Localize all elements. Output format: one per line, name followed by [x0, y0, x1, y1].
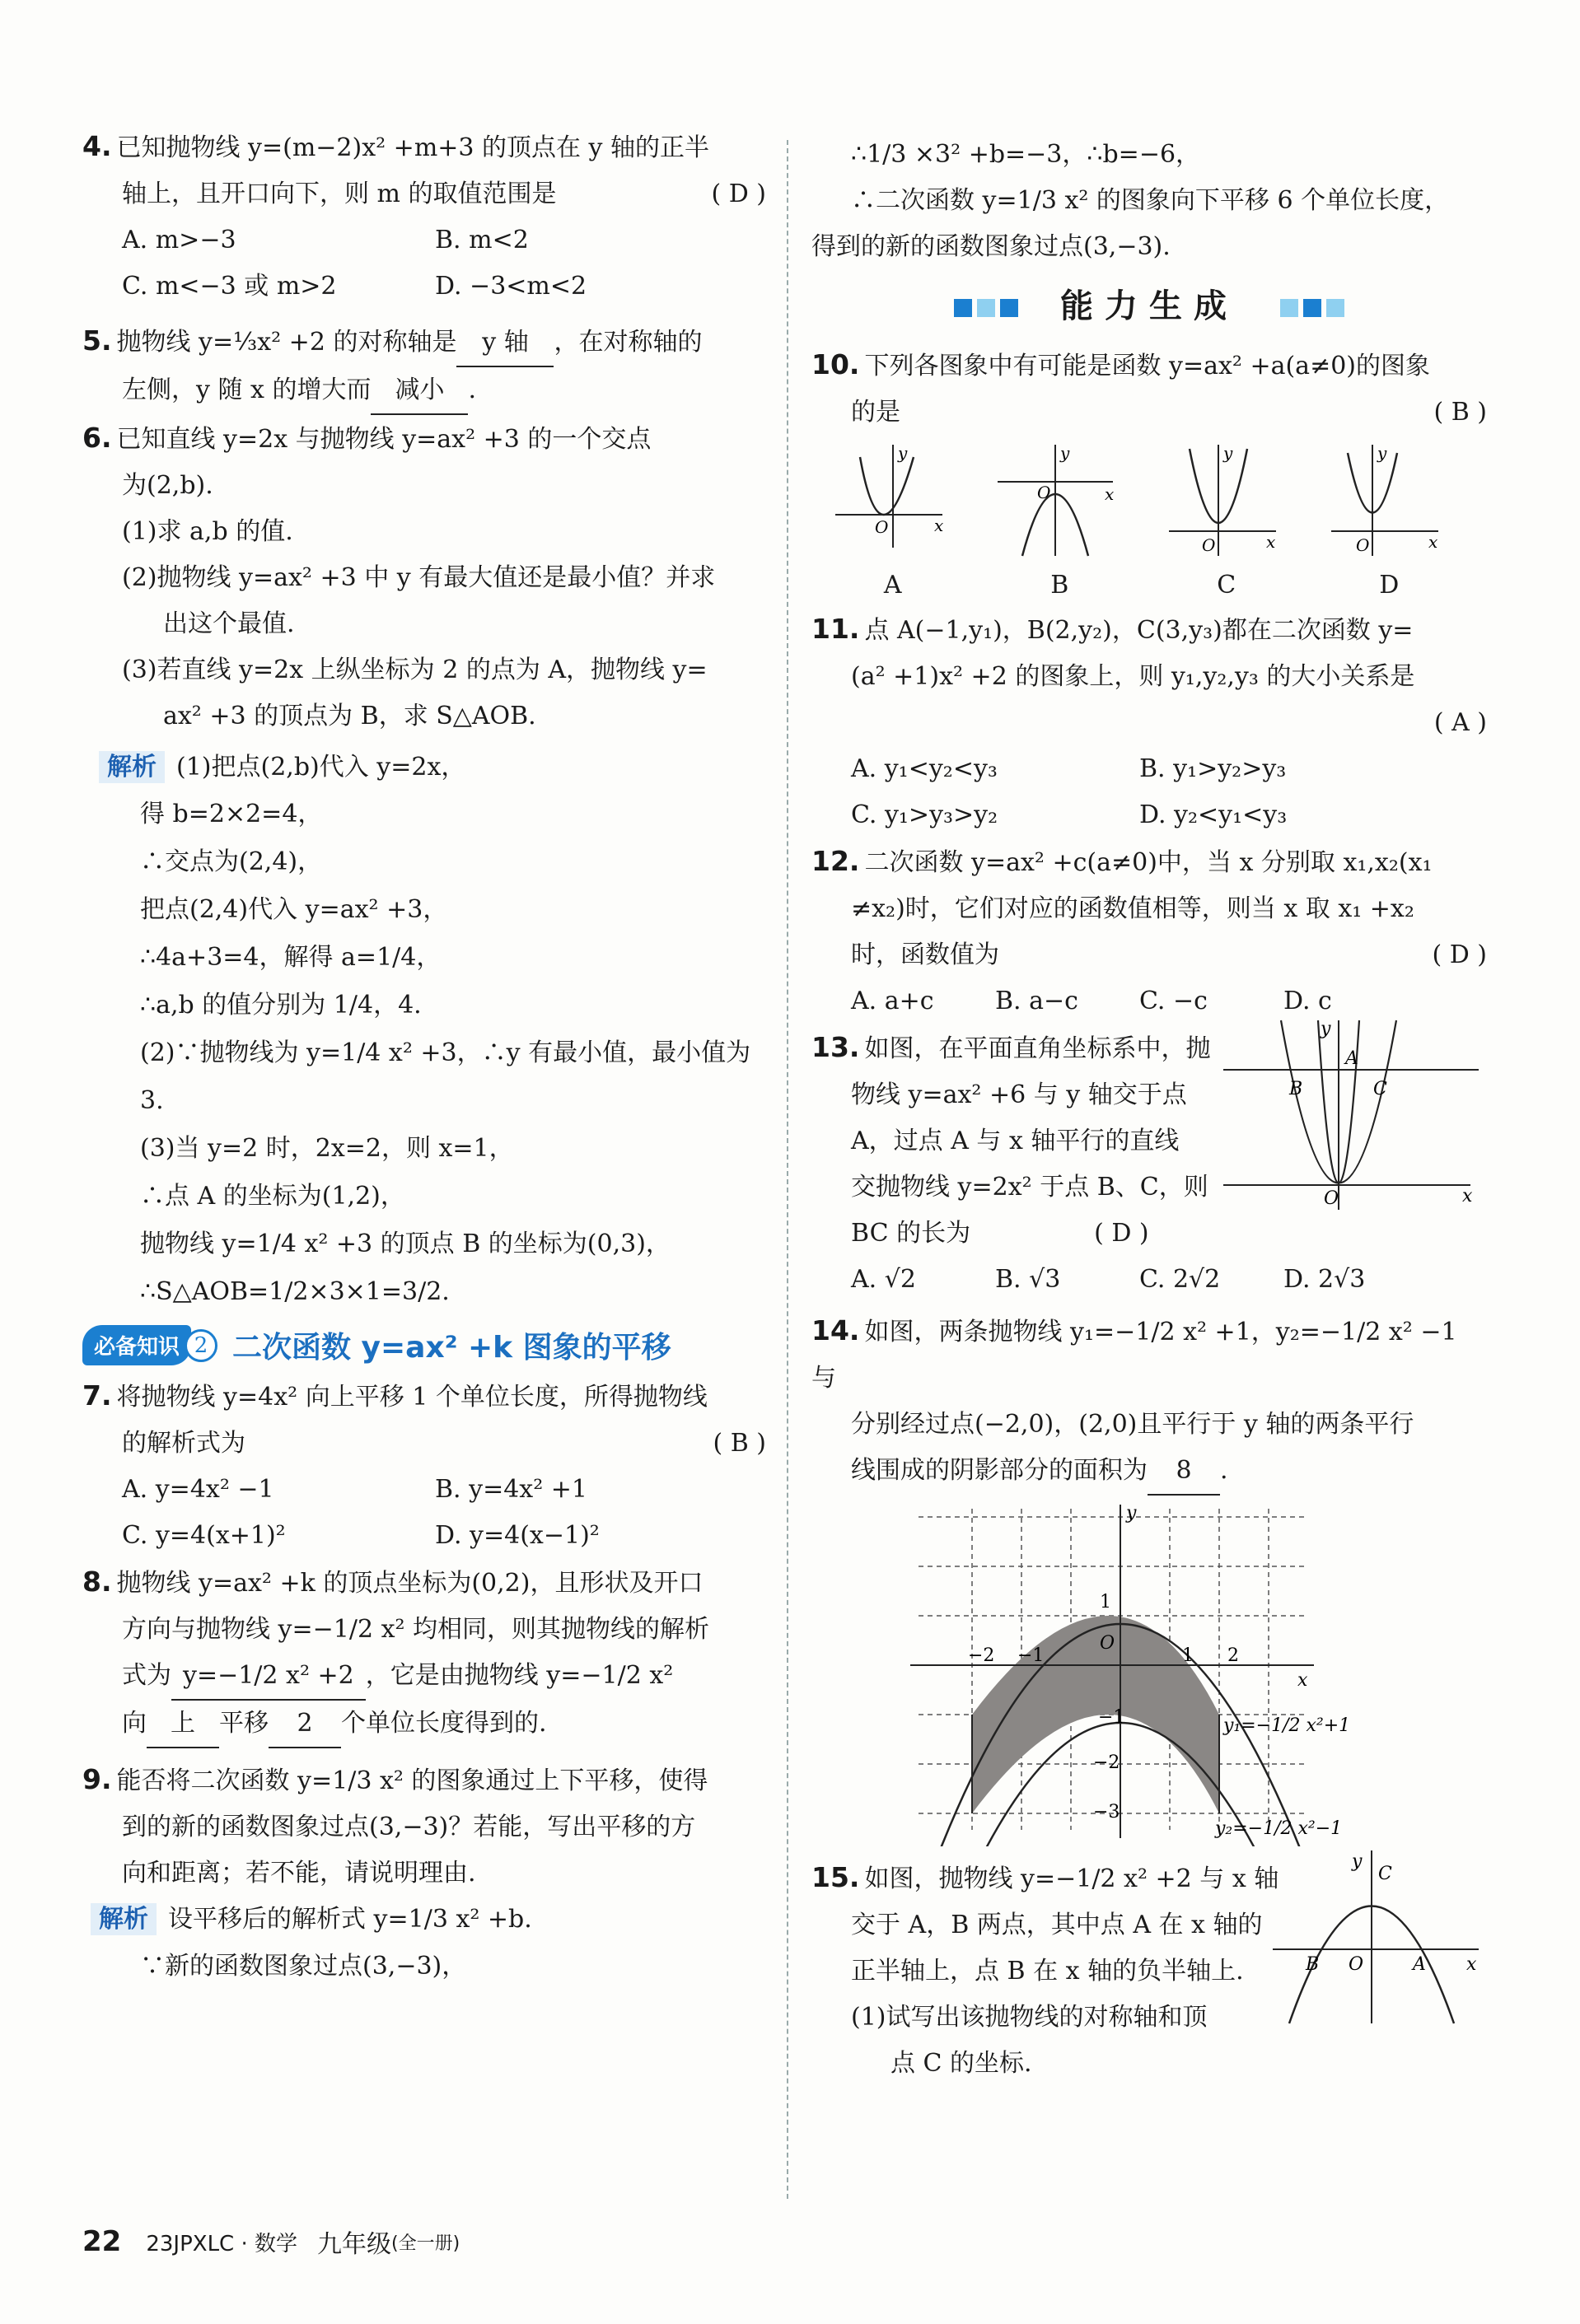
grade-label: 九年级 [317, 2230, 392, 2259]
svg-text:x: x [1428, 532, 1438, 552]
deco-square [1303, 299, 1321, 317]
graph-d: y x O D [1331, 441, 1447, 600]
section-title: 能力生成 [1060, 287, 1238, 325]
option-b: B. m<2 [435, 226, 529, 254]
svg-text:O: O [1356, 535, 1370, 555]
svg-text:x: x [1297, 1670, 1308, 1691]
answer: ( D ) [1432, 940, 1487, 969]
solution-label: 解析 [99, 751, 165, 783]
svg-text:1: 1 [1100, 1592, 1111, 1612]
volume-label: (全一册) [391, 2233, 460, 2254]
svg-text:y: y [1126, 1503, 1137, 1524]
graph-d-svg [1331, 441, 1447, 564]
answer: ( B ) [713, 1429, 766, 1458]
svg-text:C: C [1373, 1079, 1387, 1099]
question-4: 4. 已知抛物线 y=(m−2)x² +m+3 的顶点在 y 轴的正半 轴上，且开口向下，则 m 的取值范围是 ( D ) A. m>−3 B. m<2 C. m<−3 或 m>2 D. −3<m<2 [82, 124, 766, 310]
column-divider [787, 140, 788, 2199]
svg-text:x: x [1105, 484, 1115, 504]
solution-9: 解析 设平移后的解析式 y=1/3 x² +b. ∵新的函数图象过点(3,−3)， [82, 1897, 766, 1990]
svg-text:y: y [1060, 443, 1070, 463]
svg-text:A: A [1413, 1954, 1426, 1975]
svg-text:y: y [1352, 1851, 1363, 1872]
question-7: 7. 将抛物线 y=4x² 向上平移 1 个单位长度，所得抛物线 的解析式为 ( B ) A. y=4x² −1 B. y=4x² +1 C. y=4(x+1)² D. y=4(x−1)² [82, 1373, 766, 1559]
option-b: B. y₁>y₂>y₃ [1139, 754, 1287, 783]
solution-6: 解析 (1)把点(2,b)代入 y=2x， 得 b=2×2=4， ∴交点为(2,4)， 把点(2,4)代入 y=ax² +3， ∴4a+3=4，解得 a=1/4， ∴a,b 的值分别为 1/4，4. (2)∵抛物线为 y=1/4 x² +3，∴y 有最小值，最小值为 3. (3)当 y=2 时，2x=2，则 x=1， ∴点 A 的坐标为(1,2)， 抛物线 y=1/4 x² +3 的顶点 B 的坐标为(0,3)， ∴S△AOB=1/2×3×1=3/2. [82, 744, 766, 1316]
svg-text:B: B [1306, 1954, 1320, 1975]
svg-text:−1: −1 [1098, 1707, 1125, 1728]
answer: ( B ) [1433, 398, 1487, 427]
question-6: 6. 已知直线 y=2x 与抛物线 y=ax² +3 的一个交点 为(2,b). (1)求 a,b 的值. (2)抛物线 y=ax² +3 中 y 有最大值还是最小值？并求 出这个最值. (3)若直线 y=2x 上纵坐标为 2 的点为 A，抛物线 y= ax² +3 的顶点为 B，求 S△AOB. [82, 422, 716, 730]
badge-tag: 必备知识 [82, 1325, 191, 1365]
solution-label: 解析 [91, 1903, 157, 1935]
answer: ( A ) [1433, 708, 1487, 737]
solution-9-continued: ∴1/3 ×3² +b=−3，∴b=−6， ∴二次函数 y=1/3 x² 的图象向下平移 6 个单位长度， 得到的新的函数图象过点(3,−3). [811, 140, 1450, 261]
svg-text:x: x [933, 516, 944, 535]
svg-text:O: O [1037, 483, 1051, 502]
answer: ( D ) [711, 180, 766, 208]
svg-text:O: O [1201, 535, 1216, 555]
svg-text:2: 2 [1227, 1645, 1239, 1666]
knowledge-badge [82, 1324, 766, 1366]
option-d: D. y=4(x−1)² [435, 1521, 600, 1550]
answer-blank: 2 [269, 1701, 341, 1748]
option-c: C. y₁>y₃>y₂ [851, 800, 998, 829]
deco-square [1326, 299, 1344, 317]
svg-text:y: y [1222, 443, 1233, 463]
svg-text:−1: −1 [1017, 1645, 1045, 1666]
svg-text:O: O [1324, 1188, 1339, 1209]
option-c: C. m<−3 或 m>2 [122, 272, 337, 301]
graph-a-svg [835, 441, 951, 564]
option-b: B. a−c [995, 987, 1078, 1015]
option-a: A. m>−3 [122, 226, 236, 254]
option-c: C. 2√2 [1139, 1265, 1221, 1294]
answer-blank: y=−1/2 x² +2 [171, 1653, 366, 1701]
question-13: 13. 如图，在平面直角坐标系中，抛 物线 y=ax² +6 与 y 轴交于点 A，过点 A 与 x 轴平行的直线 交抛物线 y=2x² 于点 B、C，则 BC 的长为 ( D ) y A B C O x A. √2 B. √3 C. 2√2 D. 2√3 [811, 1024, 1487, 1303]
question-11: 11. 点 A(−1,y₁)，B(2,y₂)，C(3,y₃)都在二次函数 y= (a² +1)x² +2 的图象上，则 y₁,y₂,y₃ 的大小关系是 ( A ) A. y₁<y₂<y₃ B. y₁>y₂>y₃ C. y₁>y₃>y₂ D. y₂<y₁<y₃ [811, 606, 1487, 838]
graph-b-svg [998, 441, 1121, 564]
deco-square [1280, 299, 1298, 317]
svg-text:A: A [1345, 1048, 1358, 1069]
option-b: B. √3 [995, 1265, 1061, 1294]
svg-text:−3: −3 [1093, 1802, 1120, 1822]
svg-text:O: O [1349, 1954, 1364, 1975]
svg-text:y: y [1377, 443, 1387, 463]
option-d: D. y₂<y₁<y₃ [1139, 800, 1288, 829]
option-b: B. y=4x² +1 [435, 1475, 587, 1504]
option-c: C. −c [1139, 987, 1208, 1015]
question-10: 10. 下列各图象中有可能是函数 y=ax² +a(a≠0)的图象 的是 ( B ) y x O A y x O B y x O C y x O D [811, 348, 1487, 600]
svg-text:B: B [1289, 1079, 1303, 1099]
question-12: 12. 二次函数 y=ax² +c(a≠0)中，当 x 分别取 x₁,x₂(x₁ ≠x₂)时，它们对应的函数值相等，则当 x 取 x₁ +x₂ 时，函数值为 ( D ) A. a+c B. a−c C. −c D. c [811, 838, 1487, 1024]
svg-text:−2: −2 [968, 1645, 995, 1666]
option-a: A. √2 [851, 1265, 916, 1294]
option-a: A. y=4x² −1 [122, 1475, 274, 1504]
answer-blank: 减小 [371, 367, 468, 415]
svg-text:−2: −2 [1093, 1752, 1120, 1773]
option-d: D. c [1283, 987, 1332, 1015]
q15-figure [1273, 1846, 1487, 2028]
option-d: D. 2√3 [1283, 1265, 1366, 1294]
svg-text:y₁=−1/2 x²+1: y₁=−1/2 x²+1 [1223, 1715, 1351, 1736]
deco-square [977, 299, 995, 317]
question-8: 8. 抛物线 y=ax² +k 的顶点坐标为(0,2)，且形状及开口 方向与抛物线 y=−1/2 x² 均相同，则其抛物线的解析 式为 y=−1/2 x² +2 ，它是由抛物线 y=−1/2 x² 向 上 平移 2 个单位长度得到的. [82, 1559, 766, 1748]
svg-text:O: O [874, 517, 889, 537]
answer-blank: 上 [147, 1701, 219, 1748]
deco-square [1000, 299, 1018, 317]
question-14: 14. 如图，两条抛物线 y₁=−1/2 x² +1，y₂=−1/2 x² −1 与 分别经过点(−2,0)，(2,0)且平行于 y 轴的两条平行 线围成的阴影部分的面积为 8 . y x O 1 −1 −2 −3 −1 −2 1 2 y₁=−1/2 x²+1 y₂=−1/2 x²−1 [811, 1308, 1487, 1850]
book-code: 23JPXLC · 数学 [146, 2231, 298, 2256]
badge-number: 2 [185, 1329, 217, 1362]
page-footer [82, 2224, 460, 2260]
question-9: 9. 能否将二次函数 y=1/3 x² 的图象通过上下平移，使得 到的新的函数图象过点(3,−3)？若能，写出平移的方 向和距离；若不能，请说明理由. [82, 1763, 708, 1888]
option-d: D. −3<m<2 [435, 272, 587, 301]
svg-text:O: O [1100, 1633, 1115, 1654]
svg-text:x: x [1466, 1954, 1477, 1975]
question-5: 5. 抛物线 y=⅓x² +2 的对称轴是 y 轴 ，在对称轴的 左侧，y 随 x 的增大而 减小 . [82, 318, 766, 415]
badge-title: 二次函数 y=ax² +k 图象的平移 [232, 1331, 671, 1365]
page-number: 22 [82, 2225, 122, 2258]
deco-square [954, 299, 972, 317]
svg-text:C: C [1378, 1864, 1392, 1884]
svg-text:x: x [1265, 532, 1276, 552]
section-heading [811, 280, 1487, 327]
q13-figure [1223, 1016, 1487, 1214]
q10-figures [811, 441, 1470, 600]
graph-a: y x O A [835, 441, 951, 600]
answer-blank: 8 [1148, 1448, 1220, 1496]
option-a: A. y₁<y₂<y₃ [851, 754, 998, 783]
right-column [811, 132, 1487, 2087]
answer: ( D ) [1094, 1219, 1149, 1248]
option-a: A. a+c [851, 987, 934, 1015]
q14-figure [910, 1500, 1405, 1846]
graph-c-svg [1169, 441, 1284, 564]
option-c: C. y=4(x+1)² [122, 1521, 286, 1550]
svg-text:y: y [1321, 1019, 1331, 1039]
answer-blank: y 轴 [456, 320, 554, 367]
question-15: 15. 如图，抛物线 y=−1/2 x² +2 与 x 轴 交于 A，B 两点，其中点 A 在 x 轴的 正半轴上，点 B 在 x 轴的负半轴上. (1)试写出该抛物线的对称轴和顶 点 C 的坐标. y C B O A x [811, 1855, 1487, 2087]
svg-text:x: x [1462, 1186, 1473, 1206]
svg-text:y: y [897, 443, 908, 463]
graph-b: y x O B [998, 441, 1121, 600]
graph-c: y x O C [1169, 441, 1284, 600]
left-column [82, 124, 766, 1990]
svg-text:1: 1 [1182, 1645, 1194, 1666]
svg-text:y₂=−1/2 x²−1: y₂=−1/2 x²−1 [1215, 1818, 1343, 1839]
